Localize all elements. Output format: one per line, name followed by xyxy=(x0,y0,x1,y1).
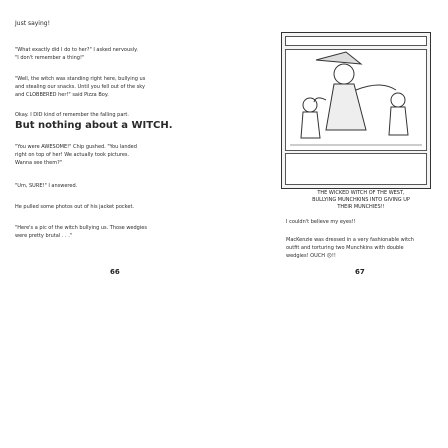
right-line-1: I couldn't believe my eyes!! xyxy=(286,219,356,225)
dialog-4-line-2: right on top of her! We actually took pictures. xyxy=(15,152,130,158)
dialog-5: "Um, SURE!" I answered. xyxy=(15,183,78,189)
dialog-1-line-2: "I don't remember a thing!" xyxy=(15,55,85,61)
dialog-7-line-2: were pretty brutal . . ." xyxy=(15,233,73,239)
dialog-2-line-1: "Well, the witch was standing right here, bullying us xyxy=(15,76,146,82)
caption-line-3: THEIR MUNCHIES!! xyxy=(337,204,385,210)
dialog-2-line-3: and CLOBBERED her!" said Pizza Boy. xyxy=(15,92,109,98)
page-number-right: 67 xyxy=(355,268,365,276)
comic-bottom-panel xyxy=(285,153,427,185)
dialog-3: Okay. I DID kind of remember the falling part. xyxy=(15,112,129,118)
dialog-6: He pulled some photos out of his jacket pocket. xyxy=(15,204,135,210)
caption-line-2: BULLYING MUNCHKINS INTO GIVING UP xyxy=(312,197,410,203)
caption-line-1: THE WICKED WITCH OF THE WEST, xyxy=(317,190,405,196)
illustration-caption xyxy=(286,190,436,211)
comic-illustration xyxy=(281,32,431,189)
right-line-2a: MacKenzie was dressed in a very fashionable witch xyxy=(286,237,414,243)
page-number-left: 66 xyxy=(110,268,120,276)
dialog-2-line-2: and stealing our snacks. Until you fell out of the sky xyxy=(15,84,145,90)
dialog-4-line-3: Wanna see them?" xyxy=(15,160,63,166)
header-text: Just saying! xyxy=(15,20,50,27)
right-page xyxy=(226,0,448,448)
comic-top-strip xyxy=(285,36,427,46)
dialog-1-line-1: "What exactly did I do to her?" I asked nervously. xyxy=(15,47,138,53)
witch-drawing xyxy=(286,50,426,150)
right-line-2c: wedgies! OUCH ☹!! xyxy=(286,253,336,259)
comic-main-panel xyxy=(285,49,427,151)
dialog-7-line-1: "Here's a pic of the witch bullying us. Those wedgies xyxy=(15,225,147,231)
right-line-2b: outfit and torturing two Munchkins with double xyxy=(286,245,404,251)
emphasis-line: But nothing about a WITCH. xyxy=(15,120,173,131)
dialog-4-line-1: "You were AWESOME!" Chip gushed. "You landed xyxy=(15,144,137,150)
